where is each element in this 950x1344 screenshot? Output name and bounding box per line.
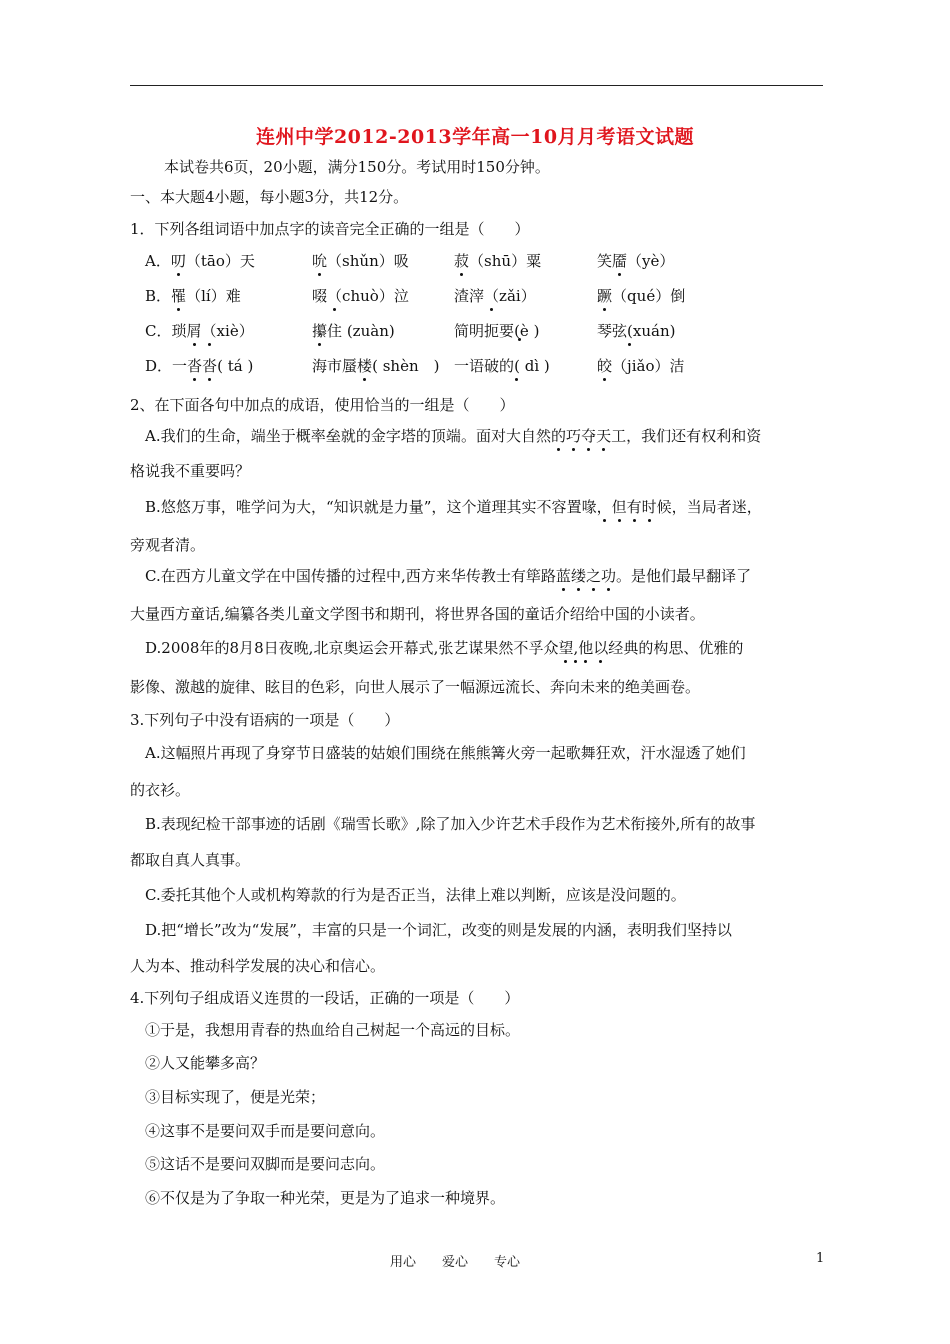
- q2-text-line: 格说我不重要吗？: [130, 462, 251, 480]
- q2-text-line: A.我们的生命，端坐于概率垒就的金字塔的顶端。面对大自然的巧夺天工，我们还有权利和资: [145, 427, 762, 445]
- q2-text-line: 大量西方童话,编纂各类儿童文学图书和期刊，将世界各国的童话介绍给中国的小读者。: [130, 605, 705, 623]
- q4-item: ①于是，我想用青春的热血给自己树起一个高远的目标。: [145, 1021, 521, 1039]
- q3-text-line: B.表现纪检干部事迹的话剧《瑞雪长歌》,除了加入少许艺术手段作为艺术衔接外,所有的故事: [145, 815, 756, 833]
- q1-option-cell: 一语破的( dì ): [454, 357, 550, 375]
- q3-text-line: A.这幅照片再现了身穿节日盛装的姑娘们围绕在熊熊篝火旁一起歌舞狂欢，汗水湿透了她们: [145, 744, 746, 762]
- q4-item: ⑥不仅是为了争取一种光荣，更是为了追求一种境界。: [145, 1189, 506, 1207]
- q1-option-cell: 吮（shǔn）吸: [312, 252, 409, 270]
- q1-option-cell: 蹶（qué）倒: [597, 287, 686, 305]
- q2-text-line: C.在西方儿童文学在中国传播的过程中,西方来华传教士有筚路蓝缕之功。是他们最早翻译了: [145, 567, 752, 585]
- header-rule: [130, 85, 823, 86]
- section-heading: 一、本大题4小题，每小题3分，共12分。: [130, 188, 409, 206]
- q1-option-cell: 笑靥（yè）: [597, 252, 675, 270]
- q1-option-cell: 海市蜃楼( shèn ): [312, 357, 440, 375]
- question-4-stem: 4.下列句子组成语义连贯的一段话，正确的一项是（ ）: [130, 989, 520, 1007]
- q2-text-line: B.悠悠万事，唯学问为大，“知识就是力量”，这个道理其实不容置喙，但有时候，当局者迷，: [145, 498, 762, 516]
- footer-motto: 用心 爱心 专心: [390, 1255, 521, 1270]
- q1-option-cell: 渣滓（zǎi）: [454, 287, 536, 305]
- q2-text-line: D.2008年的8月8日夜晚,北京奥运会开幕式,张艺谋果然不孚众望,他以经典的构思、优雅的: [145, 639, 744, 657]
- page-number: 1: [816, 1251, 825, 1266]
- q2-text-line: 影像、激越的旋律、眩目的色彩，向世人展示了一幅源远流长、奔向未来的绝美画卷。: [130, 678, 701, 696]
- q4-item: ③目标实现了，便是光荣；: [145, 1088, 326, 1106]
- q2-text-line: 旁观者清。: [130, 536, 206, 554]
- q4-item: ⑤这话不是要问双脚而是要问志向。: [145, 1155, 386, 1173]
- q1-option-cell: 攥住 (zuàn): [312, 322, 395, 340]
- q3-text-line: 人为本、推动科学发展的决心和信心。: [130, 957, 386, 975]
- question-3-stem: 3.下列句子中没有语病的一项是（ ）: [130, 711, 400, 729]
- exam-intro: 本试卷共6页，20小题，满分150分。考试用时150分钟。: [164, 158, 550, 176]
- q1-option-cell: 简明扼要(è ): [454, 322, 540, 340]
- q4-item: ②人又能攀多高？: [145, 1054, 266, 1072]
- q1-option-cell: D．一沓沓( tá ): [145, 357, 254, 375]
- exam-title: 连州中学2012-2013学年高一10月月考语文试题: [255, 126, 695, 148]
- q3-text-line: 的衣衫。: [130, 781, 191, 799]
- q3-text-line: 都取自真人真事。: [130, 851, 251, 869]
- q3-text-line: D.把“增长”改为“发展”，丰富的只是一个词汇，改变的则是发展的内涵，表明我们坚持以: [145, 921, 732, 939]
- q1-option-cell: B．罹（lí）难: [145, 287, 241, 305]
- q1-option-cell: 啜（chuò）泣: [312, 287, 409, 305]
- q1-option-cell: C．琐屑（xiè）: [145, 322, 254, 340]
- q3-text-line: C.委托其他个人或机构筹款的行为是否正当，法律上难以判断，应该是没问题的。: [145, 886, 686, 904]
- q1-option-cell: A．叨（tāo）天: [145, 252, 255, 270]
- q1-option-cell: 菽（shū）粟: [454, 252, 542, 270]
- question-1-stem: 1．下列各组词语中加点字的读音完全正确的一组是（ ）: [130, 220, 530, 238]
- q1-option-cell: 皎（jiǎo）洁: [597, 357, 685, 375]
- question-2-stem: 2、在下面各句中加点的成语，使用恰当的一组是（ ）: [130, 396, 515, 414]
- q4-item: ④这事不是要问双手而是要问意向。: [145, 1122, 386, 1140]
- q1-option-cell: 琴弦(xuán): [597, 322, 676, 340]
